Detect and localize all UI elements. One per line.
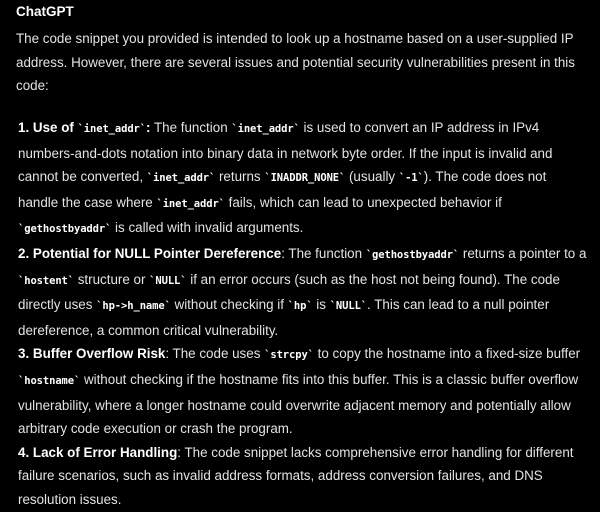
inline-code: `hostent` bbox=[18, 274, 74, 287]
issue-number: 4. bbox=[18, 444, 30, 460]
issue-item bbox=[18, 342, 588, 440]
inline-code: `inet_addr` bbox=[156, 197, 225, 210]
sender-name: ChatGPT bbox=[16, 4, 74, 19]
issue-item bbox=[18, 242, 588, 342]
inline-code: `inet_addr` bbox=[231, 123, 300, 135]
issue-text: : The code uses bbox=[165, 346, 265, 362]
issue-number: 2. bbox=[18, 245, 30, 261]
issue-title: Buffer Overflow Risk bbox=[32, 346, 166, 362]
inline-code: `gethostbyaddr` bbox=[18, 223, 112, 236]
issue-text: is called with invalid arguments. bbox=[111, 220, 304, 236]
issue-item bbox=[18, 116, 588, 242]
inline-code: `NULL` bbox=[329, 300, 368, 313]
inline-code: `strcpy` bbox=[264, 349, 314, 362]
inline-code: `inet_addr` bbox=[77, 123, 146, 135]
inline-code: `hostname` bbox=[18, 374, 81, 387]
inline-code: `hp->h_name` bbox=[96, 300, 171, 313]
issue-text: to copy the hostname into a fixed-size buffer bbox=[313, 346, 581, 362]
inline-code: `-1` bbox=[398, 172, 424, 185]
issue-text: without checking if the hostname fits into this buffer. This is a classic buffer overflow vulnerability, where a longer hostname could overwrite adjacent memory and potentially allow arbitrary code execution or crash the program. bbox=[18, 371, 579, 437]
issue-text: structure or bbox=[74, 271, 150, 287]
issue-text: : The code snippet lacks comprehensive error handling for different failure scenarios, such as invalid address formats, address conversion failures, and DNS resolution issues. bbox=[18, 444, 574, 507]
issue-number: 1. bbox=[18, 120, 30, 135]
issue-title: Lack of Error Handling bbox=[32, 444, 178, 460]
issue-number: 3. bbox=[18, 346, 30, 362]
issue-text: without checking if bbox=[170, 297, 288, 313]
issue-text: returns a pointer to a bbox=[459, 245, 587, 261]
issue-text: (usually bbox=[345, 169, 399, 185]
issue-title: : bbox=[146, 120, 151, 135]
issue-item bbox=[18, 441, 588, 512]
inline-code: `inet_addr` bbox=[146, 172, 216, 185]
issue-text: is bbox=[312, 297, 330, 313]
issue-title: Potential for NULL Pointer Dereference bbox=[32, 245, 282, 261]
issue-text: : The function bbox=[281, 245, 366, 261]
issue-text: is used to convert an IP address in IPv4 numbers-and-dots notation into binary data in network byte order. If the input is invalid and cannot be converted, bbox=[18, 120, 553, 185]
issue-list bbox=[18, 116, 588, 512]
inline-code: `INADDR_NONE` bbox=[264, 172, 346, 185]
issue-text: . This can lead to a null pointer dereference, a common critical vulnerability. bbox=[18, 297, 550, 338]
intro-paragraph: The code snippet you provided is intended to look up a hostname based on a user-supplied IP address. However, there are several issues and potential security vulnerabilities present in this code: bbox=[16, 31, 575, 94]
inline-code: `gethostbyaddr` bbox=[365, 248, 460, 261]
inline-code: `hp` bbox=[287, 300, 313, 313]
issue-text: fails, which can lead to unexpected behavior if bbox=[224, 194, 502, 210]
issue-text: ). The code does not handle the case where bbox=[18, 169, 547, 210]
inline-code: `NULL` bbox=[149, 274, 187, 287]
issue-text: if an error occurs (such as the host not being found). The code directly uses bbox=[18, 271, 560, 313]
issue-text: returns bbox=[215, 169, 265, 185]
issue-title: Use of bbox=[32, 120, 78, 135]
issue-text: The function bbox=[150, 120, 232, 135]
